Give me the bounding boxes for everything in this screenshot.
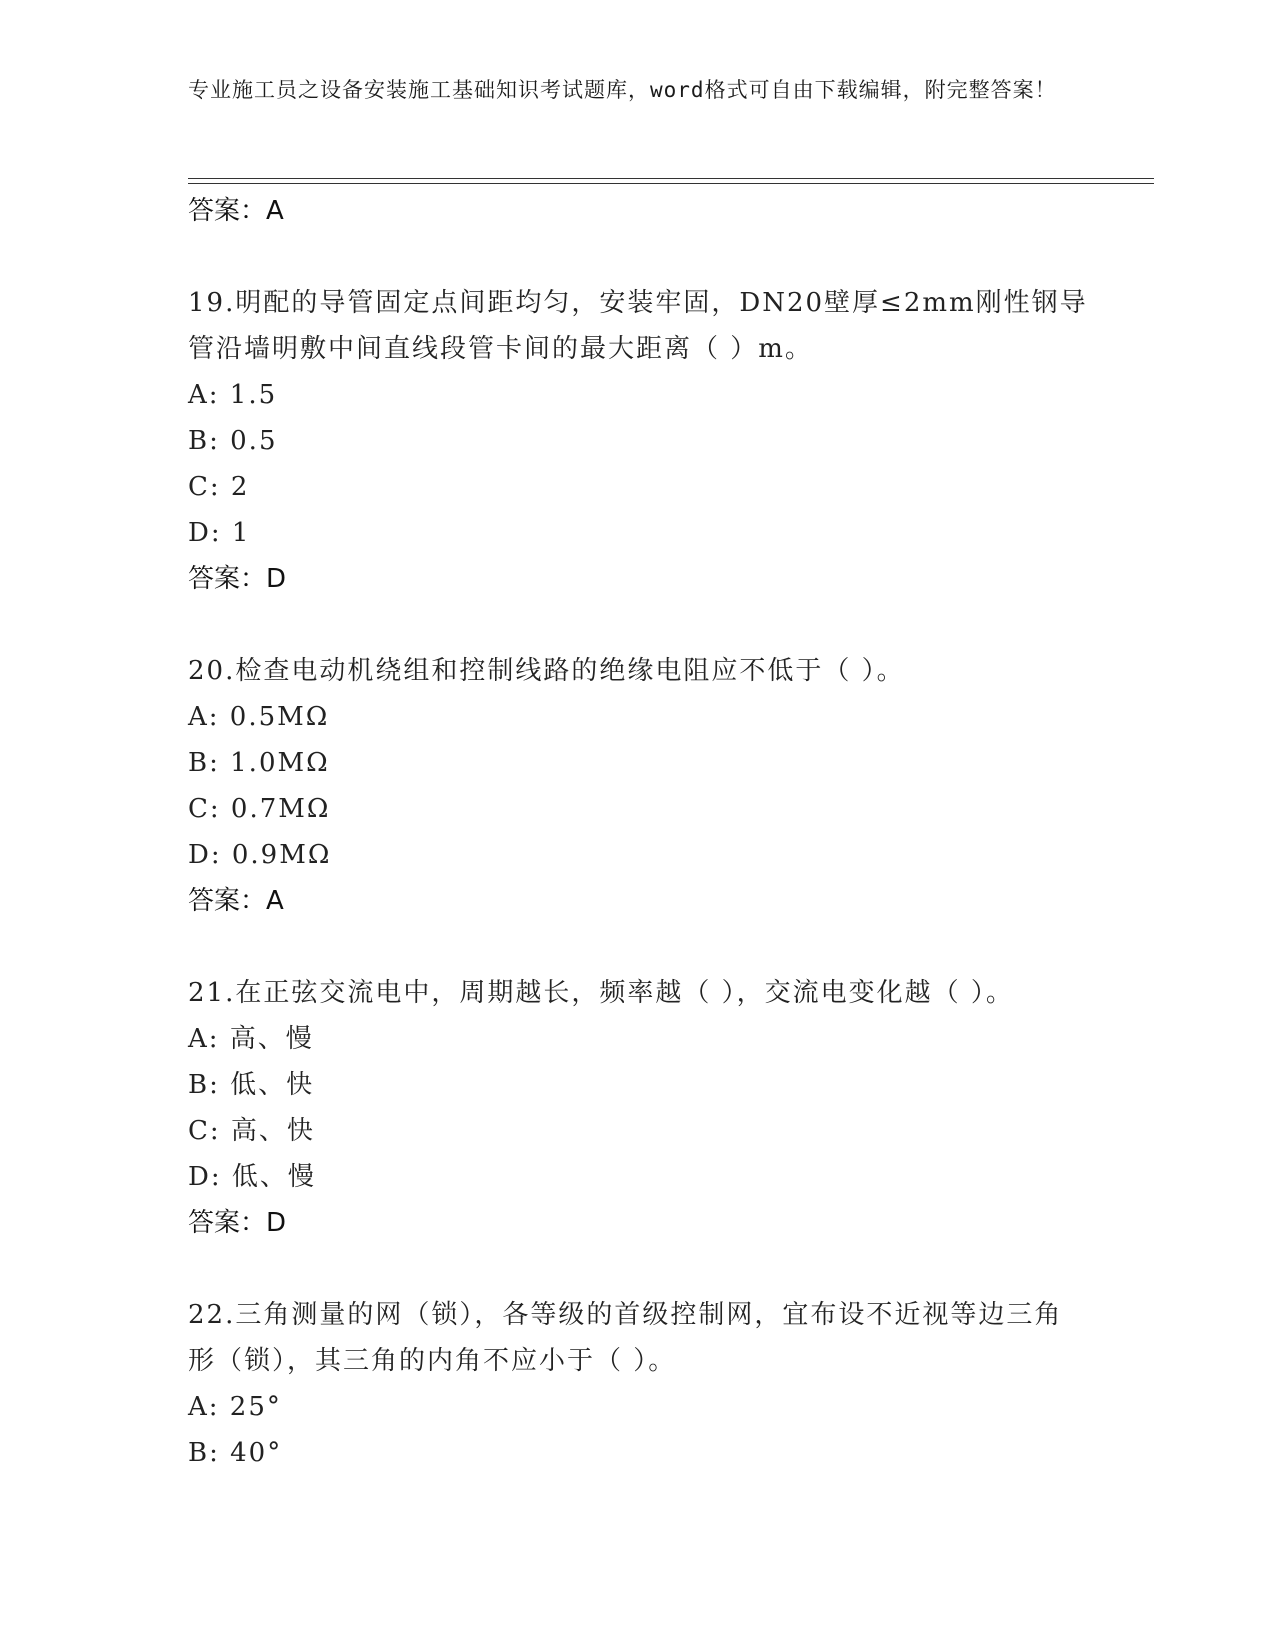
question-list	[188, 188, 1088, 1476]
option-a: A: 0.5MΩ	[188, 702, 330, 732]
header-divider-bottom	[188, 183, 1154, 184]
question-text: 20.检查电动机绕组和控制线路的绝缘电阻应不低于（ ）。	[188, 656, 905, 686]
option-d: D: 0.9MΩ	[188, 840, 332, 870]
option-d: D: 低、慢	[188, 1162, 316, 1192]
option-a: A: 1.5	[188, 380, 278, 410]
option-b: B: 40°	[188, 1438, 283, 1468]
option-d: D: 1	[188, 518, 251, 548]
option-c: C: 高、快	[188, 1116, 315, 1146]
question-text: 19.明配的导管固定点间距均匀，安装牢固，DN20壁厚≤2mm刚性钢导管沿墙明敷中间直线段管卡间的最大距离（ ）m。	[188, 288, 1088, 364]
question-21	[188, 970, 1088, 1246]
option-b: B: 1.0MΩ	[188, 748, 330, 778]
header-divider-top	[188, 178, 1154, 179]
option-a: A: 高、慢	[188, 1024, 314, 1054]
option-a: A: 25°	[188, 1392, 282, 1422]
answer-line: 答案：A	[188, 886, 284, 916]
question-22	[188, 1292, 1088, 1476]
document-header: 专业施工员之设备安装施工基础知识考试题库，word格式可自由下载编辑，附完整答案！	[188, 78, 1057, 102]
answer-line: 答案：D	[188, 1208, 287, 1238]
option-b: B: 低、快	[188, 1070, 315, 1100]
question-19	[188, 280, 1088, 602]
option-c: C: 2	[188, 472, 250, 502]
question-text: 21.在正弦交流电中，周期越长，频率越（ ），交流电变化越（ ）。	[188, 978, 1014, 1008]
option-b: B: 0.5	[188, 426, 278, 456]
answer-line: 答案：D	[188, 564, 287, 594]
option-c: C: 0.7MΩ	[188, 794, 331, 824]
question-text: 22.三角测量的网（锁），各等级的首级控制网，宜布设不近视等边三角形（锁），其三角的内角不应小于（ ）。	[188, 1300, 1063, 1376]
answer-line: 答案：A	[188, 196, 284, 226]
question-20	[188, 648, 1088, 924]
